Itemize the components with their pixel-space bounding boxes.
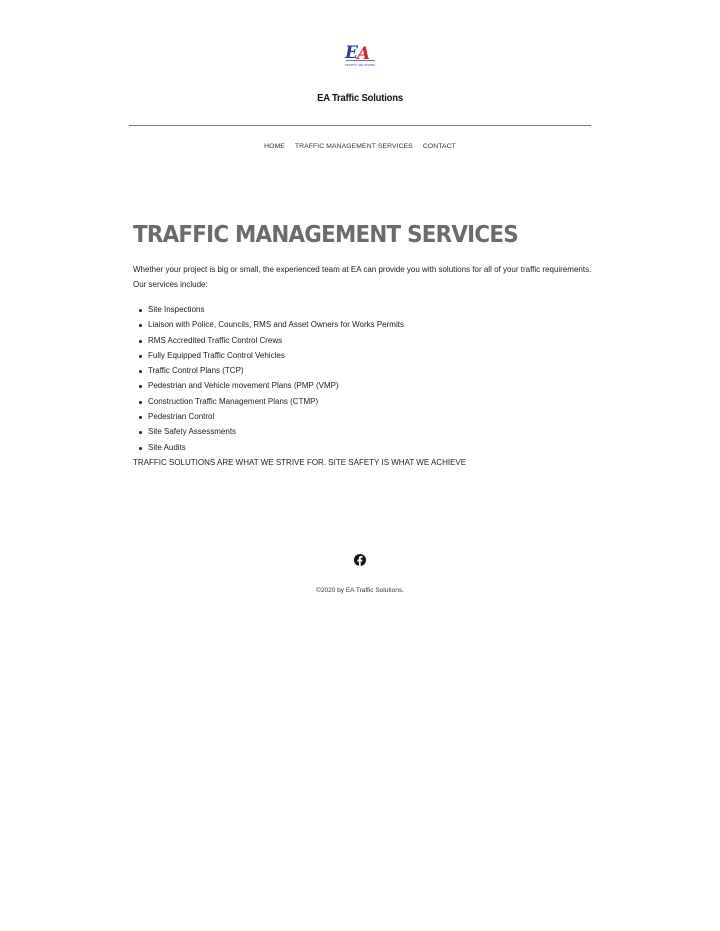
intro-paragraph: Whether your project is big or small, the experienced team at EA can provide you with solutions for all of your traffic requirements. Our services include: <box>133 265 592 289</box>
site-title: EA Traffic Solutions <box>317 92 403 104</box>
services-list <box>133 302 404 455</box>
main-nav <box>0 143 720 150</box>
nav-item-traffic-management-services[interactable]: TRAFFIC MANAGEMENT SERVICES <box>294 143 413 150</box>
list-item: Site Safety Assessments <box>133 424 404 439</box>
list-item: RMS Accredited Traffic Control Crews <box>133 333 404 348</box>
bullet-icon <box>139 340 142 343</box>
logo[interactable] <box>343 42 377 68</box>
bullet-icon <box>139 431 142 434</box>
list-item: Liaison with Police, Councils, RMS and Asset Owners for Works Permits <box>133 317 404 332</box>
bullet-icon <box>139 447 142 450</box>
bullet-icon <box>139 324 142 327</box>
page-title: TRAFFIC MANAGEMENT SERVICES <box>133 222 518 248</box>
bullet-icon <box>139 385 142 388</box>
list-item: Site Inspections <box>133 302 404 317</box>
nav-item-contact[interactable]: CONTACT <box>422 143 456 150</box>
svg-text:A: A <box>357 44 371 64</box>
bullet-icon <box>139 416 142 419</box>
list-item: Pedestrian and Vehicle movement Plans (PMP (VMP) <box>133 378 404 393</box>
bullet-icon <box>139 370 142 373</box>
list-item: Pedestrian Control <box>133 409 404 424</box>
nav-item-home[interactable]: HOME <box>264 143 285 150</box>
list-item: Construction Traffic Management Plans (CTMP) <box>133 394 404 409</box>
header-divider <box>129 125 591 126</box>
copyright-text: ©2020 by EA Traffic Solutions. <box>316 587 404 594</box>
tagline: TRAFFIC SOLUTIONS ARE WHAT WE STRIVE FOR. SITE SAFETY IS WHAT WE ACHIEVE <box>133 458 467 467</box>
list-item: Site Audits <box>133 440 404 455</box>
svg-text:E: E <box>345 43 358 63</box>
bullet-icon <box>139 401 142 404</box>
bullet-icon <box>139 309 142 312</box>
list-item: Fully Equipped Traffic Control Vehicles <box>133 348 404 363</box>
svg-text:TRAFFIC SOLUTIONS: TRAFFIC SOLUTIONS <box>344 63 376 67</box>
list-item: Traffic Control Plans (TCP) <box>133 363 404 378</box>
facebook-icon[interactable] <box>354 553 366 565</box>
bullet-icon <box>139 355 142 358</box>
